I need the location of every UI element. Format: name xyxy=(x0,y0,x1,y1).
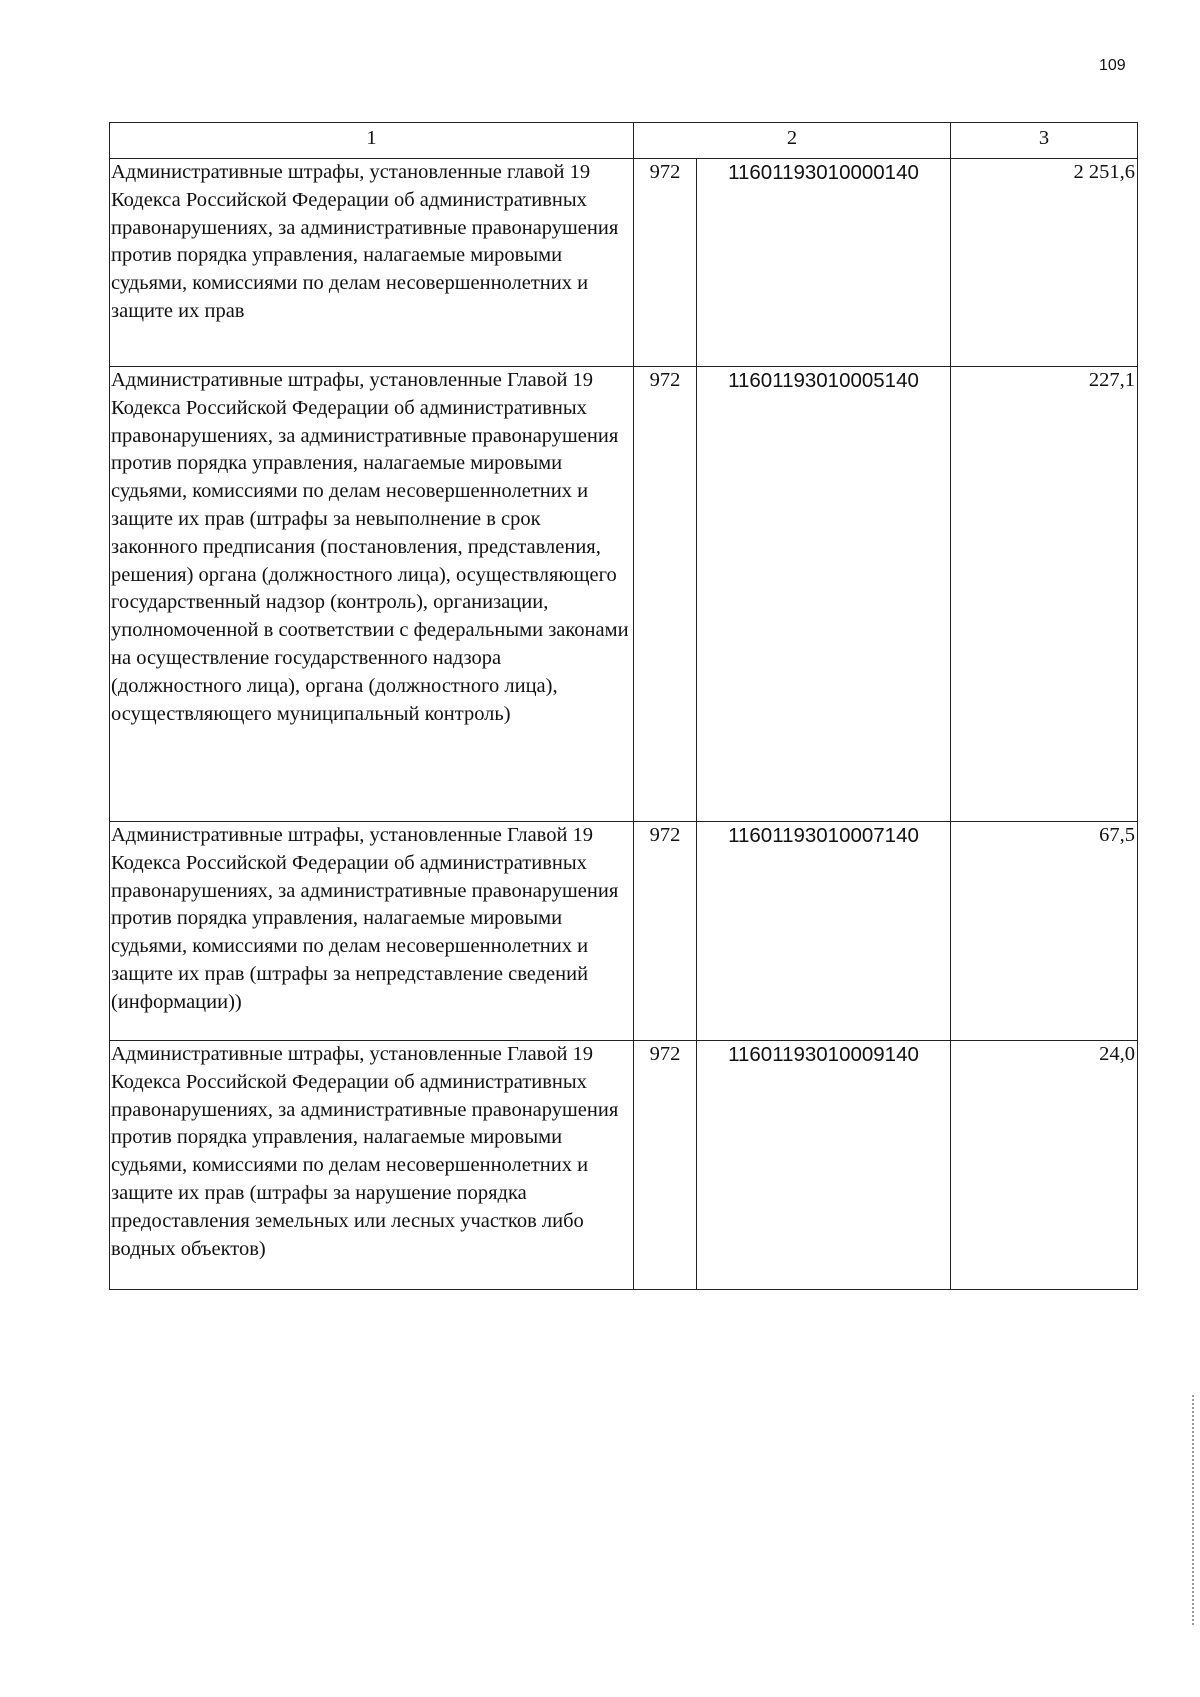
header-col-1: 1 xyxy=(110,123,634,159)
table-header-row xyxy=(110,123,1138,159)
row-admin-code: 972 xyxy=(634,822,697,1041)
table-row xyxy=(110,1041,1138,1290)
row-budget-code: 11601193010005140 xyxy=(697,367,951,822)
scan-edge-mark xyxy=(1192,1395,1196,1625)
header-col-2: 2 xyxy=(634,123,951,159)
page-number: 109 xyxy=(1099,57,1126,74)
row-description: Административные штрафы, установленные главой 19 Кодекса Российской Федерации об административных правонарушениях, за административные правонарушения против порядка управления, налагаемые мировыми судьями, комиссиями по делам несовершеннолетних и защите их прав xyxy=(110,159,634,367)
table-row xyxy=(110,822,1138,1041)
row-admin-code: 972 xyxy=(634,367,697,822)
row-amount: 67,5 xyxy=(951,822,1138,1041)
row-budget-code: 11601193010009140 xyxy=(697,1041,951,1290)
table-row xyxy=(110,367,1138,822)
header-col-3: 3 xyxy=(951,123,1138,159)
table-row xyxy=(110,159,1138,367)
row-amount: 227,1 xyxy=(951,367,1138,822)
row-admin-code: 972 xyxy=(634,1041,697,1290)
row-amount: 24,0 xyxy=(951,1041,1138,1290)
revenue-table xyxy=(109,122,1138,1290)
row-budget-code: 11601193010000140 xyxy=(697,159,951,367)
row-description: Административные штрафы, установленные Главой 19 Кодекса Российской Федерации об административных правонарушениях, за административные правонарушения против порядка управления, налагаемые мировыми судьями, комиссиями по делам несовершеннолетних и защите их прав (штрафы за невыполнение в срок законного предписания (постановления, представления, решения) органа (должностного лица), осуществляющего государственный надзор (контроль), организации, уполномоченной в соответствии с федеральными законами на осуществление государственного надзора (должностного лица), органа (должностного лица), осуществляющего муниципальный контроль) xyxy=(110,367,634,822)
row-admin-code: 972 xyxy=(634,159,697,367)
row-description: Административные штрафы, установленные Главой 19 Кодекса Российской Федерации об административных правонарушениях, за административные правонарушения против порядка управления, налагаемые мировыми судьями, комиссиями по делам несовершеннолетних и защите их прав (штрафы за непредставление сведений (информации)) xyxy=(110,822,634,1041)
row-description: Административные штрафы, установленные Главой 19 Кодекса Российской Федерации об административных правонарушениях, за административные правонарушения против порядка управления, налагаемые мировыми судьями, комиссиями по делам несовершеннолетних и защите их прав (штрафы за нарушение порядка предоставления земельных или лесных участков либо водных объектов) xyxy=(110,1041,634,1290)
row-budget-code: 11601193010007140 xyxy=(697,822,951,1041)
row-amount: 2 251,6 xyxy=(951,159,1138,367)
